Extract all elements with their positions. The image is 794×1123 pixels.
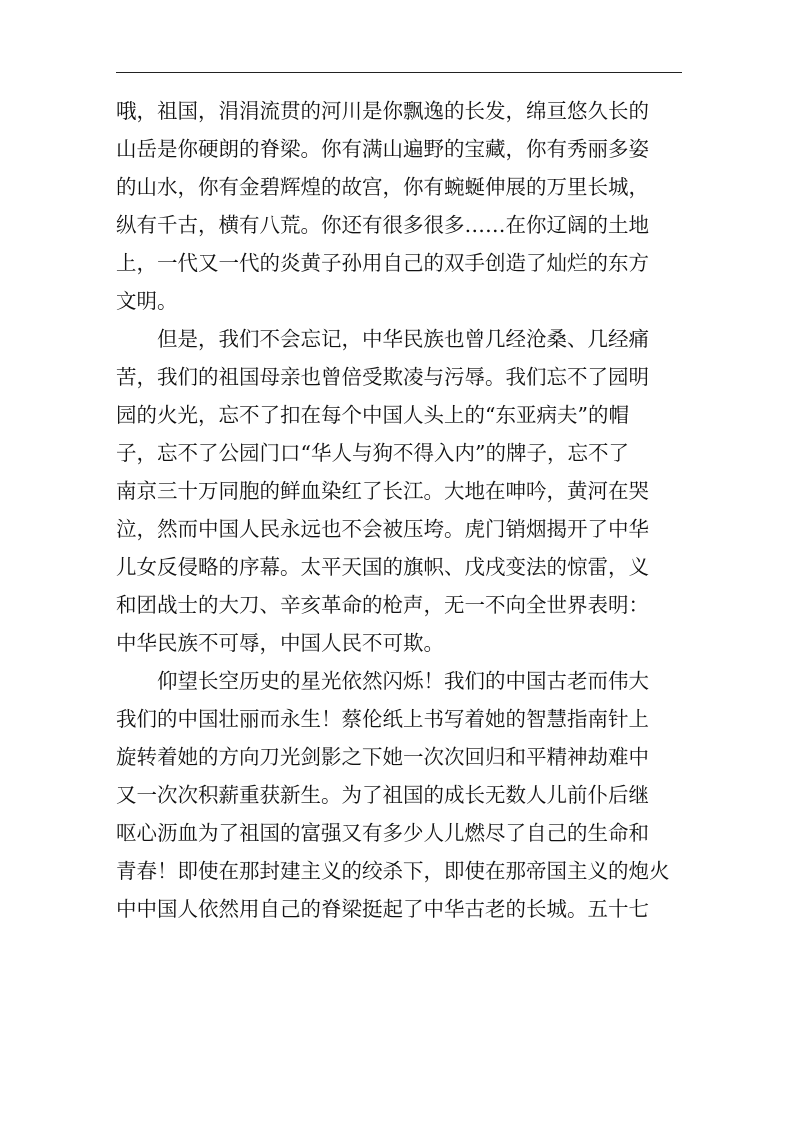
text-line: 哦，祖国，涓涓流贯的河川是你飘逸的长发，绵亘悠久长的 <box>116 99 649 123</box>
text-line: 旋转着她的方向刀光剑影之下她一次次回归和平精神劫难中 <box>116 745 649 769</box>
text-line: 上，一代又一代的炎黄子孙用自己的双手创造了灿烂的东方 <box>116 251 649 275</box>
text-line: 青春！即使在那封建主义的绞杀下，即使在那帝国主义的炮火 <box>116 859 670 883</box>
text-line: 中中国人依然用自己的脊梁挺起了中华古老的长城。五十七 <box>116 897 649 921</box>
text-line: 子，忘不了公园门口“华人与狗不得入内”的牌子，忘不了 <box>116 441 629 465</box>
text-line: 仰望长空历史的星光依然闪烁！我们的中国古老而伟大 <box>157 669 649 693</box>
document-body <box>116 92 682 928</box>
paragraph-3 <box>116 662 682 928</box>
text-line: 园的火光，忘不了扣在每个中国人头上的“东亚病夫”的帽 <box>116 403 629 427</box>
text-line: 呕心沥血为了祖国的富强又有多少人儿燃尽了自己的生命和 <box>116 821 649 845</box>
text-line: 我们的中国壮丽而永生！蔡伦纸上书写着她的智慧指南针上 <box>116 707 649 731</box>
text-line: 的山水，你有金碧辉煌的故宫，你有蜿蜒伸展的万里长城， <box>116 175 649 199</box>
text-line: 又一次次积薪重获新生。为了祖国的成长无数人儿前仆后继 <box>116 783 649 807</box>
text-line: 但是，我们不会忘记，中华民族也曾几经沧桑、几经痛 <box>157 327 649 351</box>
paragraph-2 <box>116 320 682 662</box>
header-rule <box>116 72 682 73</box>
text-line: 山岳是你硬朗的脊梁。你有满山遍野的宝藏，你有秀丽多姿 <box>116 137 649 161</box>
text-line: 中华民族不可辱，中国人民不可欺。 <box>116 631 444 655</box>
text-line: 和团战士的大刀、辛亥革命的枪声，无一不向全世界表明： <box>116 593 649 617</box>
text-line: 南京三十万同胞的鲜血染红了长江。大地在呻吟，黄河在哭 <box>116 479 649 503</box>
paragraph-1 <box>116 92 682 320</box>
text-line: 儿女反侵略的序幕。太平天国的旗帜、戊戌变法的惊雷，义 <box>116 555 649 579</box>
text-line: 纵有千古，横有八荒。你还有很多很多……在你辽阔的土地 <box>116 213 649 237</box>
text-line: 苦，我们的祖国母亲也曾倍受欺凌与污辱。我们忘不了园明 <box>116 365 649 389</box>
text-line: 泣，然而中国人民永远也不会被压垮。虎门销烟揭开了中华 <box>116 517 649 541</box>
text-line: 文明。 <box>116 289 178 313</box>
